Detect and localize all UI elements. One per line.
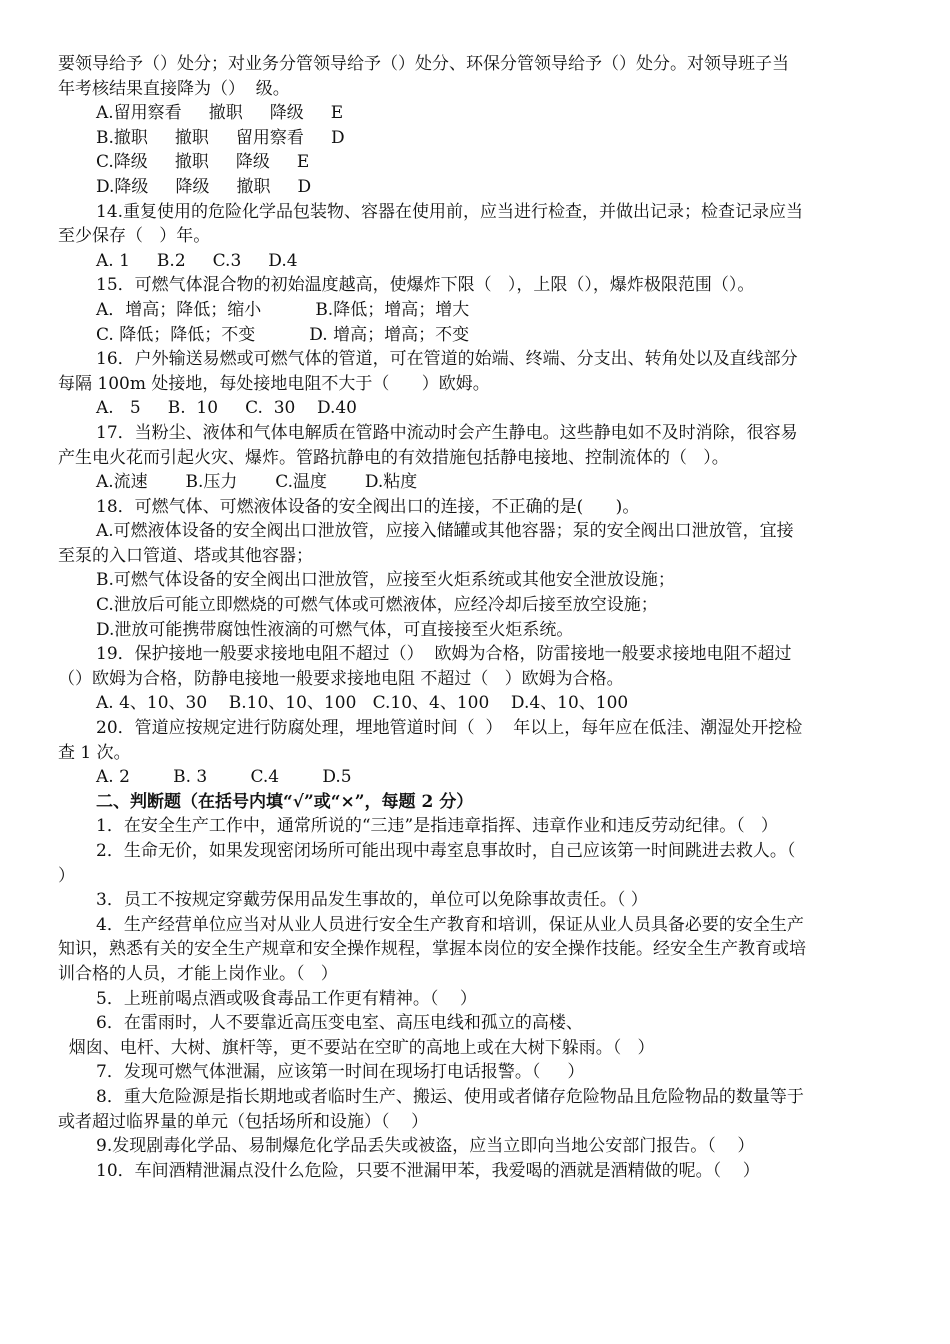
text-line: 查 1 次。	[58, 742, 131, 763]
text-line: 3．员工不按规定穿戴劳保用品发生事故的，单位可以免除事故责任。（ ）	[96, 890, 648, 911]
text-line: 15．可燃气体混合物的初始温度越高，使爆炸下限（ ），上限（），爆炸极限范围（）。	[96, 275, 755, 296]
text-line: B.撤职 撤职 留用察看 D	[96, 127, 345, 148]
text-line: 1．在安全生产工作中，通常所说的“三违”是指违章指挥、违章作业和违反劳动纪律。（ ）	[96, 816, 778, 837]
text-line: 10．车间酒精泄漏点没什么危险，只要不泄漏甲苯，我爱喝的酒就是酒精做的呢。（ ）	[96, 1160, 760, 1181]
text-line: D.泄放可能携带腐蚀性液滴的可燃气体，可直接接至火炬系统。	[96, 619, 574, 640]
text-line: 训合格的人员，才能上岗作业。（ ）	[58, 963, 338, 984]
text-line: 20．管道应按规定进行防腐处理，埋地管道时间（ ） 年以上，每年应在低洼、潮湿处开挖检	[96, 718, 803, 739]
text-line: C. 降低；降低；不变 D. 增高；增高；不变	[96, 324, 470, 345]
text-line: C.降级 撤职 降级 E	[96, 152, 310, 173]
text-line: 18．可燃气体、可燃液体设备的安全阀出口的连接，不正确的是( )。	[96, 496, 640, 517]
text-line: 9.发现剧毒化学品、易制爆危化学品丢失或被盗，应当立即向当地公安部门报告。（ ）	[96, 1136, 755, 1157]
text-line: ）	[58, 865, 75, 886]
text-line: 至泵的入口管道、塔或其他容器；	[58, 545, 313, 566]
text-line: 17．当粉尘、液体和气体电解质在管路中流动时会产生静电。这些静电如不及时消除，很容易	[96, 422, 798, 443]
text-line: A．增高；降低；缩小 B.降低；增高；增大	[96, 299, 470, 320]
text-line: 8．重大危险源是指长期地或者临时生产、搬运、使用或者储存危险物品且危险物品的数量等于	[96, 1086, 804, 1107]
text-line: A. 1 B.2 C.3 D.4	[96, 250, 298, 271]
text-line: A. 2 B. 3 C.4 D.5	[96, 767, 352, 788]
text-line: 产生电火花而引起火灾、爆炸。管路抗静电的有效措施包括静电接地、控制流体的（ ）。	[58, 447, 729, 468]
text-line: 14.重复使用的危险化学品包装物、容器在使用前，应当进行检查，并做出记录；检查记录应当	[96, 201, 804, 222]
text-line: 烟囱、电杆、大树、旗杆等，更不要站在空旷的高地上或在大树下躲雨。（ ）	[58, 1037, 655, 1058]
text-line: A. 5 B. 10 C. 30 D.40	[96, 398, 358, 419]
text-line: B.可燃气体设备的安全阀出口泄放管，应接至火炬系统或其他安全泄放设施；	[96, 570, 675, 591]
text-line: 要领导给予（）处分；对业务分管领导给予（）处分、环保分管领导给予（）处分。对领导班子当	[58, 54, 789, 74]
text-line: A.流速 B.压力 C.温度 D.粘度	[96, 472, 418, 493]
text-line: C.泄放后可能立即燃烧的可燃气体或可燃液体，应经冷却后接至放空设施；	[96, 595, 658, 616]
text-line: 4．生产经营单位应当对从业人员进行安全生产教育和培训，保证从业人员具备必要的安全生产	[96, 914, 804, 935]
text-line: 5．上班前喝点酒或吸食毒品工作更有精神。（ ）	[96, 988, 477, 1009]
text-line: 16．户外输送易燃或可燃气体的管道，可在管道的始端、终端、分支出、转角处以及直线部分	[96, 349, 798, 370]
text-line: 7．发现可燃气体泄漏，应该第一时间在现场打电话报警。（ ）	[96, 1062, 585, 1083]
text-line: 或者超过临界量的单元（包括场所和设施）（ ）	[58, 1111, 429, 1132]
text-line: A.留用察看 撤职 降级 E	[96, 103, 344, 124]
section-heading: 二、判断题（在括号内填“√”或“×”，每题 2 分）	[96, 791, 474, 812]
text-line: 年考核结果直接降为（） 级。	[58, 78, 290, 99]
text-line: 知识，熟悉有关的安全生产规章和安全操作规程，掌握本岗位的安全操作技能。经安全生产教育或培	[58, 939, 806, 960]
text-line: D.降级 降级 撤职 D	[96, 176, 312, 197]
text-line: 2．生命无价，如果发现密闭场所可能出现中毒室息事故时，自己应该第一时间跳进去救人。（	[96, 841, 796, 861]
text-line: 19．保护接地一般要求接地电阻不超过（） 欧姆为合格，防雷接地一般要求接地电阻不超过	[96, 644, 792, 665]
text-line: 至少保存（ ）年。	[58, 226, 211, 247]
text-line: 每隔 100m 处接地，每处接地电阻不大于（ ）欧姆。	[58, 373, 490, 394]
text-line: 6．在雷雨时，人不要靠近高压变电室、高压电线和孤立的高楼、	[96, 1013, 583, 1034]
text-line: A. 4、10、30 B.10、10、100 C.10、4、100 D.4、10、100	[96, 693, 629, 714]
text-line: A.可燃液体设备的安全阀出口泄放管，应接入储罐或其他容器；泵的安全阀出口泄放管，宜接	[96, 521, 794, 542]
text-line: （）欧姆为合格，防静电接地一般要求接地电阻 不超过（ ）欧姆为合格。	[58, 668, 624, 689]
document-body	[58, 52, 892, 1183]
